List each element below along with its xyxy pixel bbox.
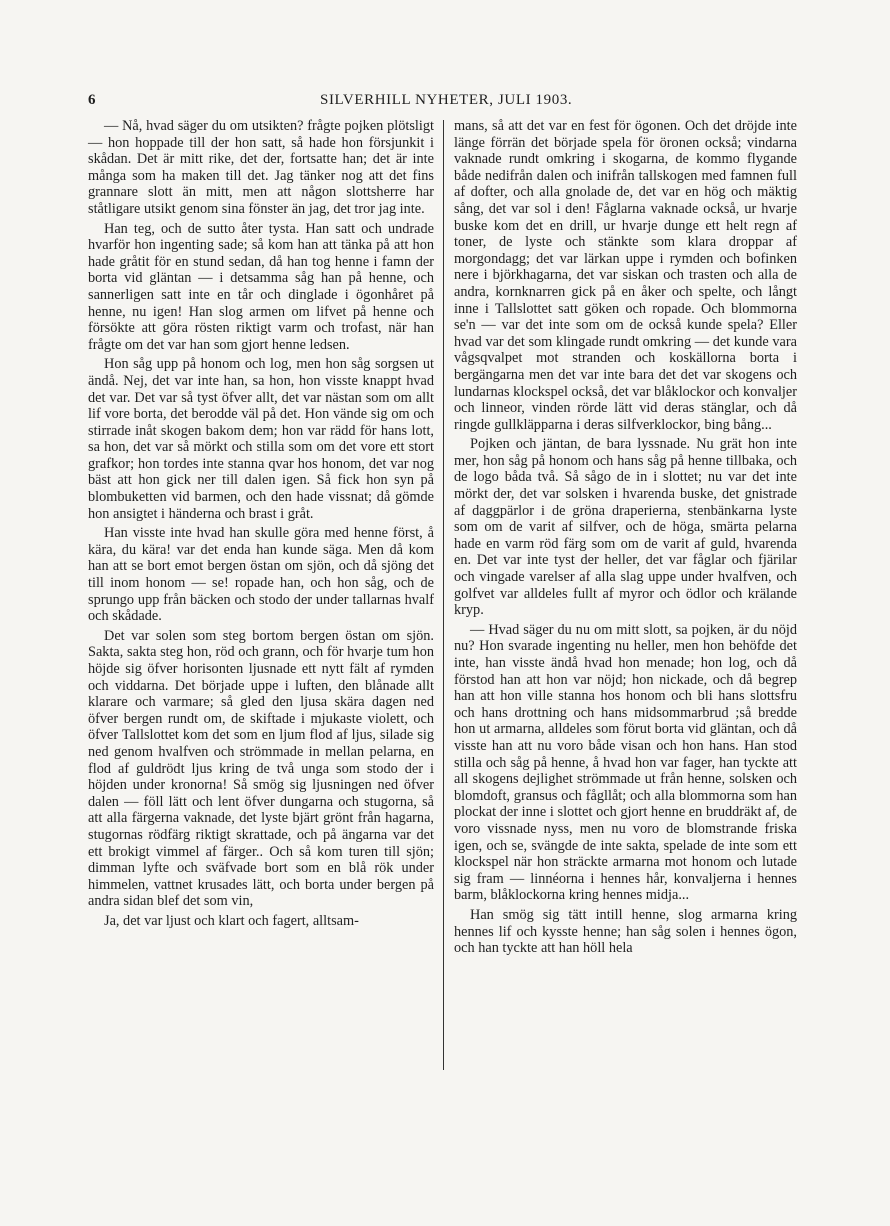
paragraph: Han teg, och de sutto åter tysta. Han satt och undrade hvarför hon ingenting sade; så kom han att tänka på att hon hade gråtit för en stund sedan, då han tog henne i famn der borta vid gläntan — i detsamma såg han på henne, och sannerligen satt inte en tår och dinglade i ögonhåret på henne, nu igen! Han slog armen om lifvet på henne och försökte att göra rösten riktigt varm och trofast, när han frågte om det var han som gjort henne ledsen. [88, 220, 434, 353]
paragraph: Han smög sig tätt intill henne, slog armarna kring hennes lif och kysste henne; han såg solen i hennes ögon, och han tyckte att han höll hela [454, 906, 797, 957]
paragraph: Han visste inte hvad han skulle göra med henne först, å kära, du kära! var det enda han kunde säga. Men då kom han att se bort emot bergen östan om sjön, och då sjöng det till inom honom — se! ropade han, och hon såg, och de sprungo upp från bäcken och stodo der under tallarnas hvalf och skådade. [88, 525, 434, 625]
right-column [454, 118, 797, 960]
paragraph: Hon såg upp på honom och log, men hon såg sorgsen ut ändå. Nej, det var inte han, sa hon, hon visste knappt hvad det var. Det var så tyst öfver allt, det var nästan som om allt lif vore borta, det berodde väl på det. Hon vände sig om och stirrade inåt skogen bakom dem; hon var rädd för hans lott, sa hon, det var så mörkt och stilla som om det vore ett stort grafkor; hon tordes inte stanna qvar hos honom, det var nog bäst att hon gick ner till dalen igen. Så fick hon syn på blombuketten vid barmen, och den hade vissnat; då gömde hon ansigtet i händerna och brast i gråt. [88, 356, 434, 522]
left-column [88, 118, 434, 933]
page-number: 6 [88, 92, 96, 108]
paragraph: — Nå, hvad säger du om utsikten? frågte pojken plötsligt — hon hoppade till der hon satt, så hade hon försjunkit i skådan. Det är mitt rike, det der, fortsatte han; det är inte många som ha maken till det. Jag tänker nog att det fins grannare slott än mitt, men att någon slottsherre har ståtligare utsikt genom sina fönster än jag, det tror jag inte. [88, 118, 434, 217]
paragraph: — Hvad säger du nu om mitt slott, sa pojken, är du nöjd nu? Hon svarade ingenting nu heller, men hon behöfde det inte, han visste ändå hvad hon menade; hon log, och då förstod han att hon var nöjd; hon nickade, och då begrep han att hon ville stanna hos honom och bli hans slottsfru och hans drottning och hans midsommarbrud ;så bredde hon ut armarna, alldeles som förut borta vid gläntan, och då visste han att nu voro både visan och hon hans. Han stod stilla och såg på henne, å hvad hon var fager, han tyckte att all skogens dejlighet strömmade ut från henne, solsken och blomdoft, gransus och fågllåt; och alla blommorna som han plockat der inne i slottet och gjort henne en bruddräkt af, de voro vissnade nyss, men nu voro de blomstrande friska igen, och se, svängde de inte sakta, spelade de inte som ett klockspel när hon sträckte armarna mot honom och lutade sig fram — linnéorna i hennes hår, konvaljerna i hennes barm, blåklockorna kring hennes midja... [454, 621, 797, 904]
paragraph: Det var solen som steg bortom bergen östan om sjön. Sakta, sakta steg hon, röd och grann, och för hvarje tum hon höjde sig öfver horisonten ljusnade ett nytt fält af rymden och viddarna. Det började uppe i luften, den blånade allt klarare och varmare; så gled den ljusa skära dagen ned öfver bergen rundt om, de skiftade i mjukaste violett, och öfver Tallslottet kom det som en ljum flod af ljus, silade sig ned genom hvalfven och strömmade in mellan pelarna, en flod af guldrödt ljus kring de två unga som stodo der i höjden under kronorna! Så smög sig ljusningen ned öfver dalen — föll lätt och lent öfver dungarna och stugorna, så att alla färgerna vaknade, det lyste bjärt grönt från hagarna, stugornas rödfärg riktigt skrattade, och på ängarna var det ett brokigt vimmel af färger.. Och så kom turen till sjön; dimman lyfte och sväfvade bort som en blå rök under himmelen, vattnet krusades lätt, och borta under bergen på andra sidan blef det som vin, [88, 627, 434, 910]
paragraph: Pojken och jäntan, de bara lyssnade. Nu grät hon inte mer, hon såg på honom och hans såg på henne tillbaka, och de logo båda två. Så sågo de in i slottet; nu var det inte mörkt der, det var solsken i hvarenda buske, det gnistrade af daggpärlor i de gröna draperierna, stenbänkarna lyste som om de varit af silfver, och de höga, smärta pelarna hade en varm röd färg som om de varit af guld, hvarenda en. Det var inte tyst der heller, det var fåglar och fjärilar och vingade varelser af alla slag uppe under hvalfven, och golfvet var alldeles fullt af myror och ödlor och krälande kryp. [454, 436, 797, 619]
paragraph: mans, så att det var en fest för ögonen. Och det dröjde inte länge förrän det började spela för öronen också; vindarna vaknade rundt omkring i skogarna, de kommo flygande både nedifrån dalen och inifrån tallskogen med famnen full af dofter, och alla gnolade de, det var en hög och mäktig sång, det var sol i den! Fåglarna vaknade också, ur hvarje buske kom det en drill, ur hvarje dunge ett helt regn af toner, de lyste och stänkte som klara droppar af morgondagg; det var lärkan uppe i rymden och bofinken nere i björkhagarna, det var siskan och trasten och alla de andra, kornknarren gick på en åker och spelte, och långt inne i Tallslottet satt göken och ropade. Och blommorna se'n — var det inte som om de också kunde spela? Eller hvad var det som klingade rundt omkring — det kunde vara vågsqvalpet mot stranden och koskällorna borta i bergängarna men det var inte bara det det var skogens och lundarnas klockspel också, det var blåklockor och konvaljer och linneor, vinden rörde lätt vid deras stänglar, och då ringde gullkläpparna i deras silfverklockor, bing bång... [454, 118, 798, 433]
paragraph: Ja, det var ljust och klart och fagert, alltsam- [104, 912, 359, 929]
running-head: SILVERHILL NYHETER, JULI 1903. [320, 92, 573, 108]
column-rule [443, 120, 444, 1070]
